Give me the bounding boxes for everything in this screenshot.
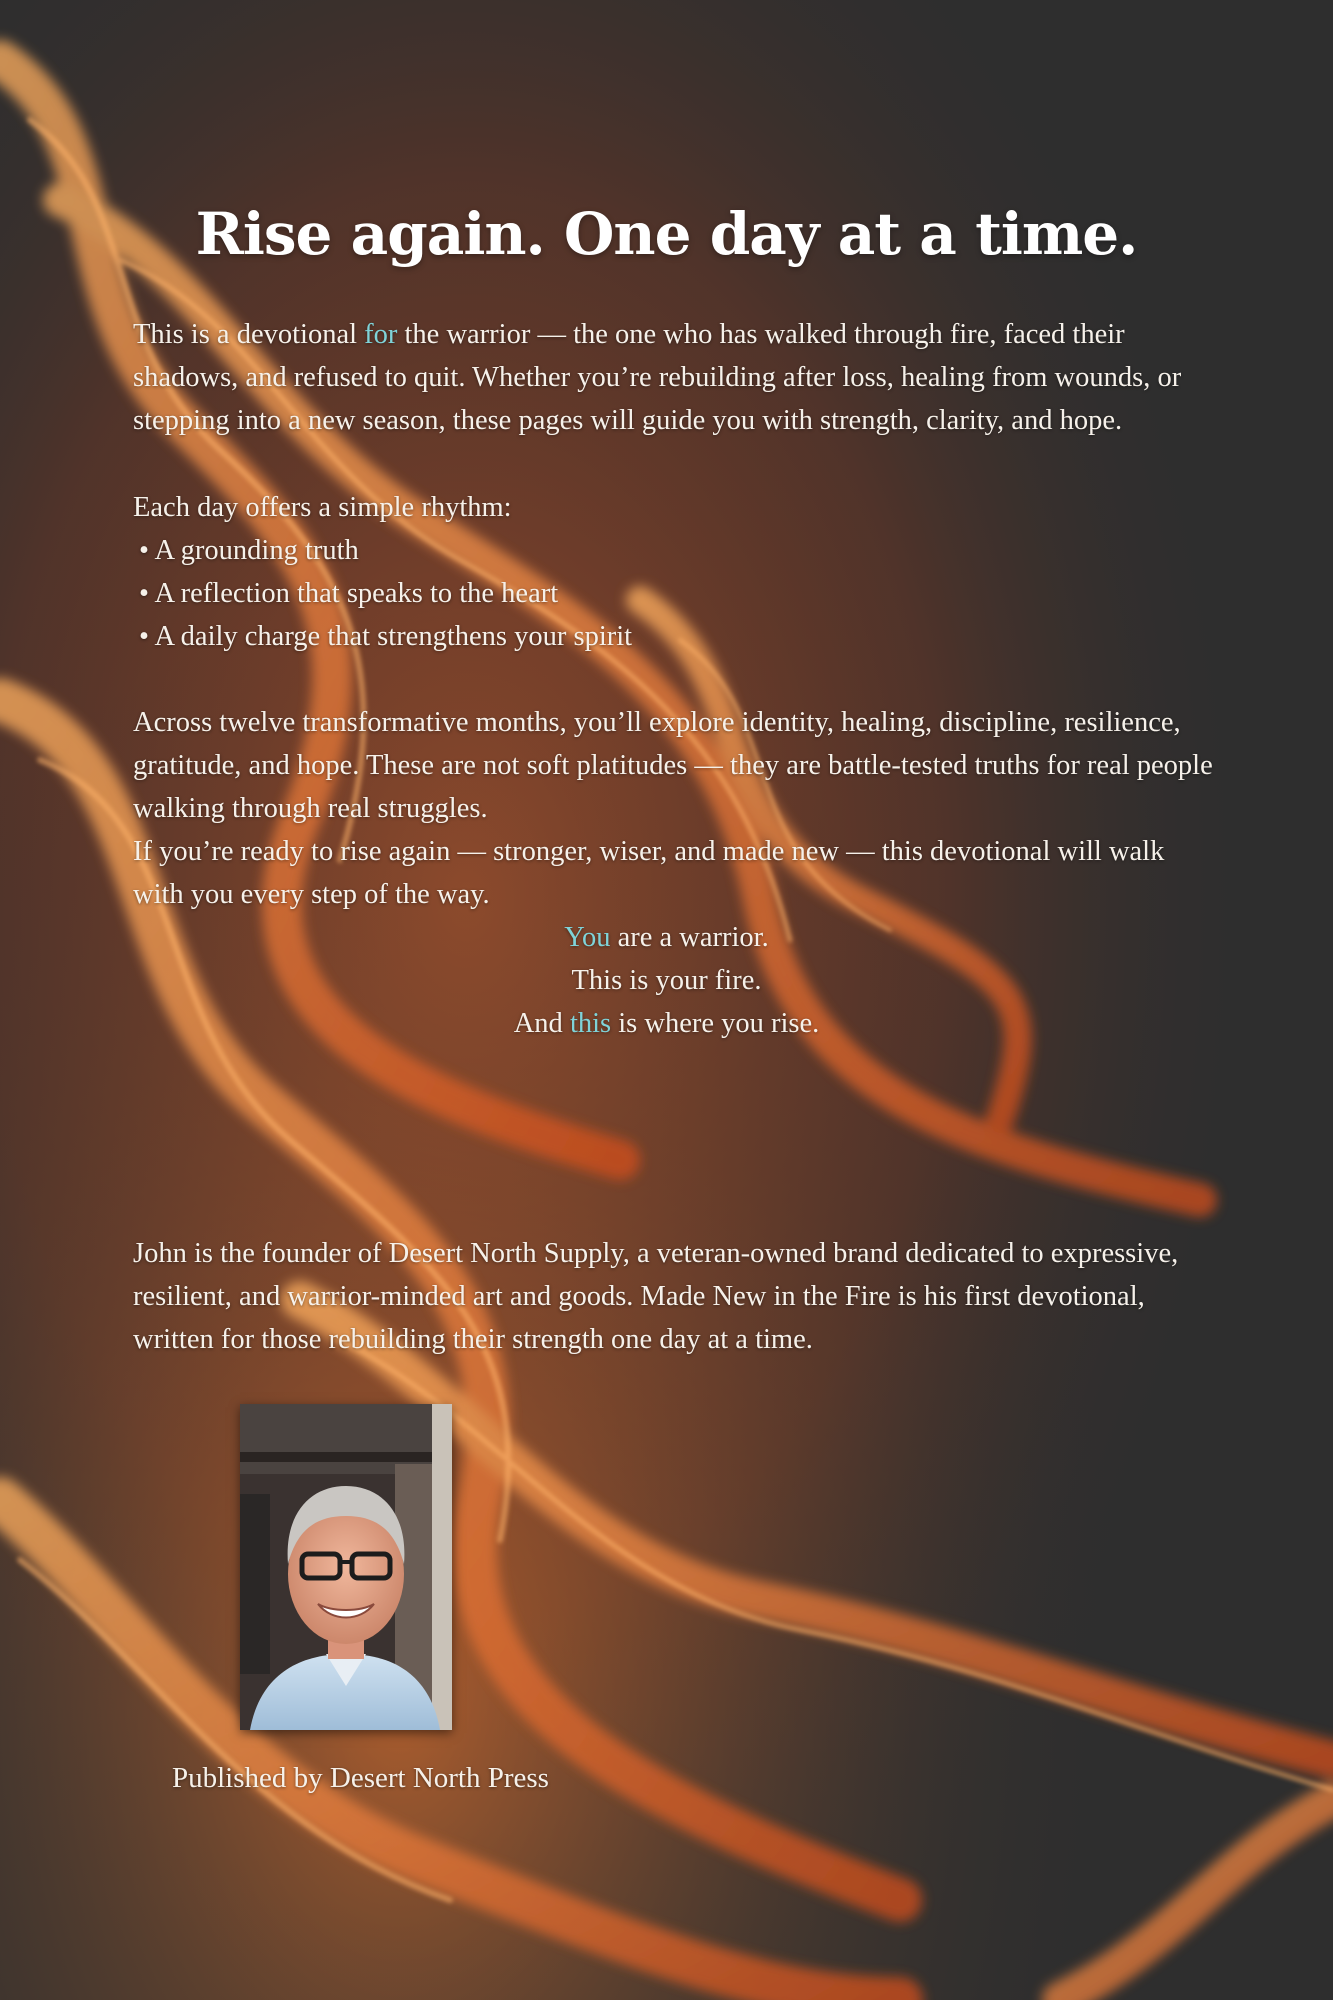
intro-paragraph — [133, 313, 1213, 442]
rhythm-item: • A daily charge that strengthens your spirit — [139, 621, 633, 652]
closing-line-3 — [0, 1002, 1333, 1045]
rhythm-item: • A grounding truth — [139, 535, 359, 566]
rhythm-lead: Each day offers a simple rhythm: — [133, 492, 512, 523]
author-photo — [240, 1404, 452, 1730]
rhythm-item: • A reflection that speaks to the heart — [139, 578, 559, 609]
closing-highlight-you: You — [564, 922, 611, 953]
intro-text-start: This is a devotional — [133, 319, 365, 350]
invitation-text: If you’re ready to rise again — stronger, wiser, and made new — this devotional will walk with you every step of the way. — [133, 836, 1165, 910]
intro-text-end: the warrior — the one who has walked through fire, faced their shadows, and refused to quit. Whether you’re rebuilding after loss, healing from wounds, or stepping into a new season, these pages will guide you with strength, clarity, and hope. — [133, 319, 1182, 436]
closing-line-1-text: are a warrior. — [610, 922, 769, 953]
publisher-line: Published by Desert North Press — [172, 1762, 549, 1794]
months-paragraph — [133, 701, 1213, 916]
closing-line-3-start: And — [513, 1008, 570, 1039]
intro-highlight: for — [364, 319, 398, 350]
headline: Rise again. One day at a time. — [195, 200, 1138, 268]
closing-line-1 — [0, 916, 1333, 959]
months-body: Across twelve transformative months, you’ll explore identity, healing, discipline, resilience, gratitude, and hope. These are not soft platitudes — they are battle-tested truths for real people walking through real struggles. — [133, 707, 1213, 824]
closing-line-2: This is your fire. — [571, 965, 762, 996]
author-bio: John is the founder of Desert North Supply, a veteran-owned brand dedicated to expressive, resilient, and warrior-minded art and goods. Made New in the Fire is his first devotional, written for those rebuilding their strength one day at a time. — [133, 1238, 1179, 1355]
rhythm-section — [133, 486, 1213, 658]
closing-lines — [0, 916, 1333, 1045]
closing-highlight-this: this — [569, 1008, 612, 1039]
closing-line-3-end: is where you rise. — [611, 1008, 820, 1039]
